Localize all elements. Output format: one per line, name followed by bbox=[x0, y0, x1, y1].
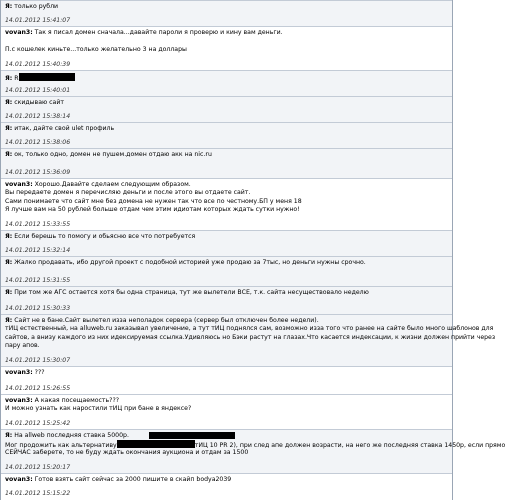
message-text: Мог продожить как альтернативу тИЦ 10 PR 2), при след апе должен возрасти, на него же последняя ставка 1450р, если прямо bbox=[5, 442, 505, 450]
message-text: Я: Сайт не в бане.Сайт вылетел изза неполадок сервера (сервер был отключен более недели). bbox=[5, 317, 319, 324]
message-sender: Я: bbox=[5, 3, 13, 10]
message-text: П.с кошелек киньте...только желательно 3 на доллары bbox=[5, 45, 187, 53]
message-text: Я: При том же АГС остается хотя бы одна страница, тут же вылетели ВСЕ, т.к. сайта несуществовало неделю bbox=[5, 289, 369, 296]
redacted-block bbox=[19, 73, 75, 81]
message-item bbox=[1, 70, 452, 96]
message-text: Я: Жалко продавать, ибо другой проект с подобной историей уже продаю за 7тыс, но деньги нужны срочно. bbox=[5, 259, 366, 266]
message-item bbox=[1, 148, 452, 178]
message-text: Я: только рубли bbox=[5, 3, 59, 10]
message-text: Я лучше вам на 50 рублей больше отдам чем этим идиотам которых ждать сутки нужно! bbox=[5, 206, 300, 214]
message-timestamp: 14.01.2012 15:15:22 bbox=[5, 490, 71, 497]
message-text: Я: Если берешь то помогу и обьясню все что потребуется bbox=[5, 233, 196, 240]
message-timestamp: 14.01.2012 15:40:01 bbox=[5, 87, 71, 94]
message-item bbox=[1, 178, 452, 230]
message-item bbox=[1, 473, 452, 500]
message-sender: Я: bbox=[5, 259, 13, 266]
message-timestamp: 14.01.2012 15:31:55 bbox=[5, 277, 71, 284]
message-item bbox=[1, 230, 452, 256]
message-text: Я: итак, дайте свой ulet профиль bbox=[5, 125, 115, 132]
message-timestamp: 14.01.2012 15:40:39 bbox=[5, 61, 71, 68]
message-item bbox=[1, 26, 452, 70]
message-timestamp: 14.01.2012 15:26:55 bbox=[5, 385, 71, 392]
message-text: Сами понимаете что сайт мне без домена не нужен так что все по честному.БП у меня 18 bbox=[5, 197, 302, 205]
message-timestamp: 14.01.2012 15:20:17 bbox=[5, 464, 71, 471]
message-sender: Я: bbox=[5, 125, 13, 132]
message-timestamp: 14.01.2012 15:41:07 bbox=[5, 17, 71, 24]
message-sender: vovan3: bbox=[5, 397, 33, 404]
message-sender: Я: bbox=[5, 75, 13, 82]
message-sender: vovan3: bbox=[5, 369, 33, 376]
message-sender: Я: bbox=[5, 233, 13, 240]
message-text: vovan3: А какая посещаемость??? bbox=[5, 397, 120, 404]
message-text: сайтов, а внизу каждого из них идексируемая ссылка.Удивляюсь но Бэки растут на глазах.Что касается индексации, к жизни должен прийти через bbox=[5, 333, 496, 341]
message-text: Я: скидываю сайт bbox=[5, 99, 64, 106]
message-item bbox=[1, 286, 452, 314]
message-sender: Я: bbox=[5, 99, 13, 106]
message-sender: Я: bbox=[5, 289, 13, 296]
message-timestamp: 14.01.2012 15:38:06 bbox=[5, 139, 71, 146]
message-text: Вы передаете домен я перечисляю деньги и после этого вы отдаете сайт. bbox=[5, 189, 251, 197]
message-timestamp: 14.01.2012 15:38:14 bbox=[5, 113, 71, 120]
message-text: vovan3: Так я писал домен сначала...давайте пароли я проверю и кину вам деньги. bbox=[5, 29, 283, 36]
message-sender: Я: bbox=[5, 151, 13, 158]
message-text: Я: R bbox=[5, 73, 447, 81]
message-timestamp: 14.01.2012 15:30:07 bbox=[5, 357, 71, 364]
redacted-block bbox=[117, 440, 195, 448]
message-item bbox=[1, 366, 452, 394]
message-sender: vovan3: bbox=[5, 181, 33, 188]
message-text: пару апов. bbox=[5, 342, 40, 350]
message-sender: vovan3: bbox=[5, 476, 33, 483]
message-item bbox=[1, 314, 496, 366]
message-text: И можно узнать как наростили тИЦ при бане в яндексе? bbox=[5, 405, 192, 413]
message-timestamp: 14.01.2012 15:33:55 bbox=[5, 221, 71, 228]
message-item bbox=[1, 122, 452, 148]
message-text: Я: На allweb последняя ставка 5000р. bbox=[5, 432, 129, 439]
message-text: тИЦ естественный, на alluweb.ru заказывал увеличение, а тут тИЦ поднялся сам, возможно изза того что ранее на сайте было много шаблонов для bbox=[5, 325, 494, 333]
message-timestamp: 14.01.2012 15:36:09 bbox=[5, 169, 71, 176]
message-item bbox=[1, 394, 452, 429]
message-text: Я: ок, только одно, домен не пушем.домен отдаю акк на nic.ru bbox=[5, 151, 212, 158]
message-text: СЕЙЧАС заберете, то не буду ждать окончания аукциона и отдам за 1500 bbox=[5, 448, 249, 456]
message-text: vovan3: Хорошо.Давайте сделаем следующим образом. bbox=[5, 181, 191, 188]
message-text bbox=[5, 37, 447, 45]
message-sender: vovan3: bbox=[5, 29, 33, 36]
message-text: vovan3: ??? bbox=[5, 369, 45, 376]
message-timestamp: 14.01.2012 15:32:14 bbox=[5, 247, 71, 254]
message-item bbox=[1, 256, 452, 286]
message-item bbox=[1, 429, 505, 473]
message-item bbox=[1, 0, 452, 26]
message-text: vovan3: Готов взять сайт сейчас за 2000 пишите в скайп bodya2039 bbox=[5, 476, 232, 483]
message-sender: Я: bbox=[5, 317, 13, 324]
redacted-block bbox=[149, 432, 235, 439]
message-item bbox=[1, 96, 452, 122]
message-timestamp: 14.01.2012 15:25:42 bbox=[5, 420, 71, 427]
message-timestamp: 14.01.2012 15:30:33 bbox=[5, 305, 71, 312]
message-sender: Я: bbox=[5, 432, 13, 439]
